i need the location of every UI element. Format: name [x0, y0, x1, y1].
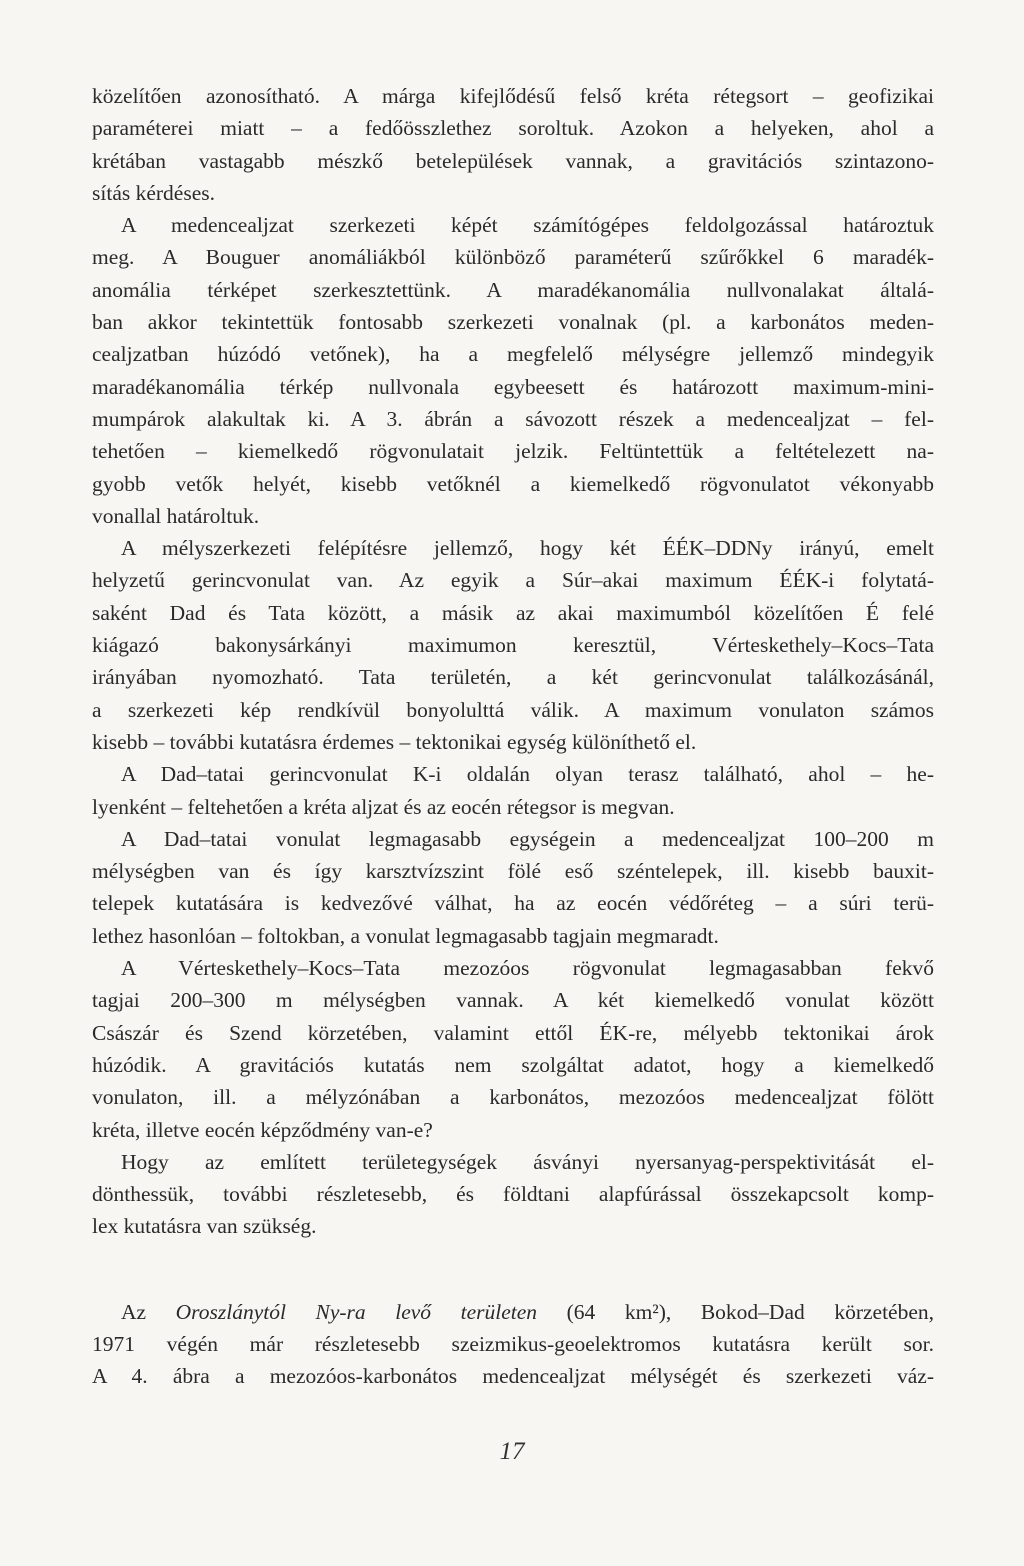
page-number: 17 — [499, 1438, 525, 1465]
section-gap — [92, 1243, 934, 1296]
text-line: vonulaton, ill. a mélyzónában a karbonátos, mezozóos medencealjzat fölött — [92, 1085, 934, 1110]
text-line: dönthessük, további részletesebb, és földtani alapfúrással összekapcsolt komp- — [92, 1182, 934, 1207]
text-line: A mélyszerkezeti felépítésre jellemző, hogy két ÉÉK–DDNy irányú, emelt — [121, 536, 934, 561]
text-line: A 4. ábra a mezozóos-karbonátos medencealjzat mélységét és szerkezeti váz- — [92, 1364, 934, 1389]
text-line: húzódik. A gravitációs kutatás nem szolgáltat adatot, hogy a kiemelkedő — [92, 1052, 934, 1077]
text-line: paraméterei miatt – a fedőösszlethez soroltuk. Azokon a helyeken, ahol a — [92, 116, 934, 141]
text-line: tehetően – kiemelkedő rögvonulatait jelzik. Feltüntettük a feltételezett na- — [92, 439, 934, 464]
paragraph — [92, 758, 934, 823]
text-line: kiágazó bakonysárkányi maximumon keresztül, Vérteskethely–Kocs–Tata — [92, 633, 934, 658]
text-line: tagjai 200–300 m mélységben vannak. A két kiemelkedő vonulat között — [92, 988, 934, 1013]
text-line: ban akkor tekintettük fontosabb szerkezeti vonalnak (pl. a karbonátos meden- — [92, 310, 934, 335]
text-line: lethez hasonlóan – foltokban, a vonulat legmagasabb tagjain megmaradt. — [92, 923, 719, 948]
text-line: gyobb vetők helyét, kisebb vetőknél a kiemelkedő rögvonulatot vékonyabb — [92, 471, 934, 496]
text-line: irányában nyomozható. Tata területén, a két gerincvonulat találkozásánál, — [92, 665, 934, 690]
text-line: sítás kérdéses. — [92, 180, 215, 205]
paragraph — [92, 823, 934, 952]
text-line: meg. A Bouguer anomáliákból különböző paraméterű szűrőkkel 6 maradék- — [92, 245, 934, 270]
text-line: mélységben van és így karsztvízszint fölé eső széntelepek, ill. kisebb bauxit- — [92, 859, 934, 884]
text-line: mumpárok alakultak ki. A 3. ábrán a sávozott részek a medencealjzat – fel- — [92, 406, 934, 431]
text-line: maradékanomália térkép nullvonala egybeesett és határozott maximum-mini- — [92, 374, 934, 399]
text-line: A Vérteskethely–Kocs–Tata mezozóos rögvonulat legmagasabban fekvő — [121, 956, 934, 981]
text-line: A Dad–tatai vonulat legmagasabb egységein a medencealjzat 100–200 m — [121, 826, 934, 851]
text-line: lyenként – feltehetően a kréta aljzat és az eocén rétegsor is megvan. — [92, 794, 675, 819]
text-line: a szerkezeti kép rendkívül bonyolulttá válik. A maximum vonulaton számos — [92, 697, 934, 722]
region-name: Oroszlánytól Ny-ra levő területen — [175, 1299, 538, 1324]
text-line: vonallal határoltuk. — [92, 503, 260, 528]
page-body — [92, 80, 934, 1393]
text-line: helyzetű gerincvonulat van. Az egyik a Súr–akai maximum ÉÉK-i folytatá- — [92, 568, 934, 593]
text-line: telepek kutatására is kedvezővé válhat, ha az eocén védőréteg – a súri terü- — [92, 891, 934, 916]
closing-post: (64 km²), Bokod–Dad körzetében, — [537, 1299, 934, 1324]
text-line — [92, 1296, 934, 1328]
paragraph — [92, 532, 934, 758]
text-line: saként Dad és Tata között, a másik az akai maximumból közelítően É felé — [92, 600, 934, 625]
paragraph — [92, 209, 934, 532]
text-line: krétában vastagabb mészkő betelepülések vannak, a gravitációs szintazono- — [92, 148, 934, 173]
text-line: lex kutatásra van szükség. — [92, 1214, 317, 1239]
closing-paragraph — [92, 1296, 934, 1393]
text-line: Hogy az említett területegységek ásványi nyersanyag-perspektivitását el- — [121, 1149, 934, 1174]
text-line: cealjzatban húzódó vetőnek), ha a megfelelő mélységre jellemző mindegyik — [92, 342, 934, 367]
paragraph — [92, 952, 934, 1146]
text-line: anomália térképet szerkesztettünk. A maradékanomália nullvonalakat általá- — [92, 277, 934, 302]
text-line: kisebb – további kutatásra érdemes – tektonikai egység különíthető el. — [92, 729, 697, 754]
text-line: 1971 végén már részletesebb szeizmikus-geoelektromos kutatásra került sor. — [92, 1331, 934, 1356]
text-line: kréta, illetve eocén képződmény van-e? — [92, 1117, 433, 1142]
closing-pre: Az — [121, 1299, 176, 1324]
text-line: közelítően azonosítható. A márga kifejlődésű felső kréta rétegsort – geofizikai — [92, 84, 934, 108]
text-line: A medencealjzat szerkezeti képét számítógépes feldolgozással határoztuk — [121, 213, 934, 238]
paragraph — [92, 80, 934, 209]
paragraph — [92, 1146, 934, 1243]
text-line: Császár és Szend körzetében, valamint ettől ÉK-re, mélyebb tektonikai árok — [92, 1020, 934, 1045]
text-line: A Dad–tatai gerincvonulat K-i oldalán olyan terasz található, ahol – he- — [121, 762, 934, 787]
